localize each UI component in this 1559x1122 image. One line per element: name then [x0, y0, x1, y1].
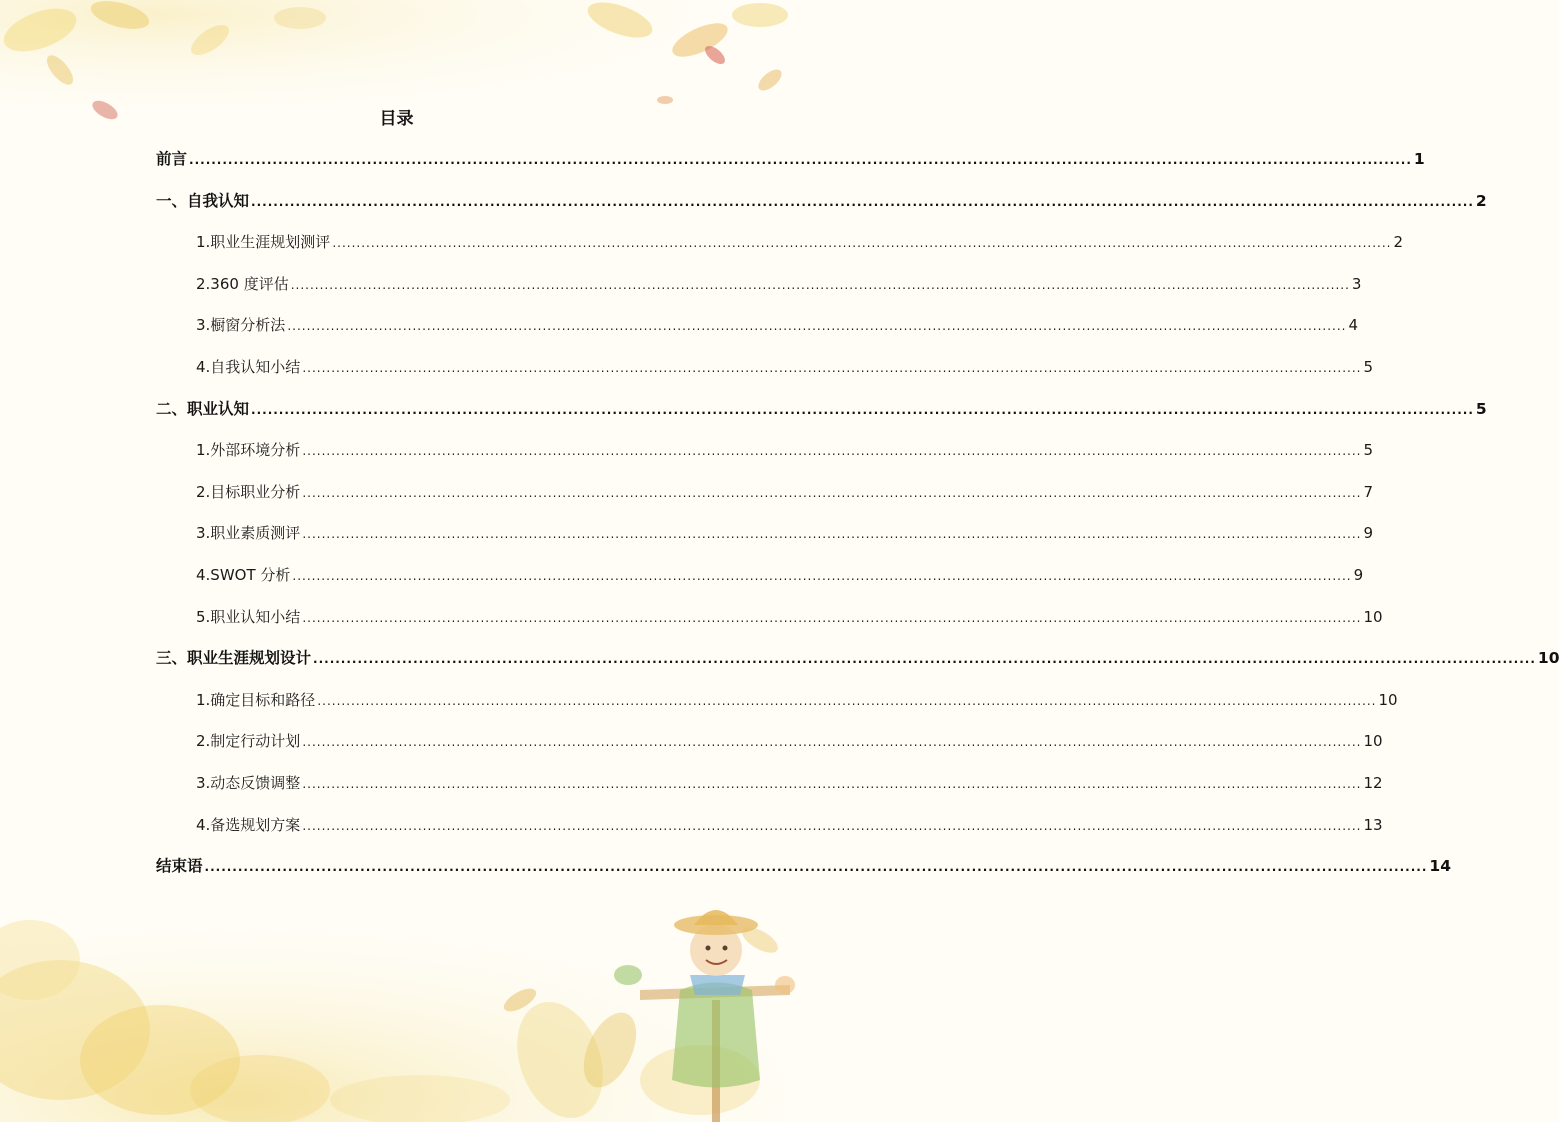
toc-dot-leader: ............................................................................................................................................................................................................................ — [302, 610, 1362, 625]
toc-entry[interactable] — [156, 148, 1425, 170]
toc-entry[interactable] — [196, 481, 1374, 503]
toc-entry-page: 9 — [1353, 566, 1364, 584]
toc-dot-leader: ............................................................................................................................................................................................................................ — [317, 693, 1377, 708]
toc-entry[interactable] — [156, 398, 1487, 420]
toc-entry-label: 1.职业生涯规划测评 — [196, 233, 331, 252]
toc-dot-leader: ............................................................................................................................................................................................................................ — [302, 735, 1362, 750]
toc-entry-label: 4.自我认知小结 — [196, 358, 301, 376]
toc-dot-leader: ............................................................................................................................................................................................................................ — [302, 777, 1362, 791]
toc-entry[interactable] — [156, 855, 1451, 877]
toc-entry-page: 4 — [1348, 316, 1359, 335]
toc-entry[interactable] — [196, 772, 1383, 794]
toc-dot-leader: ............................................................................................................................................................................................................................ — [302, 527, 1362, 542]
toc-dot-leader: ............................................................................................................................................................................................................................ — [287, 319, 1347, 334]
toc-entry[interactable] — [196, 730, 1383, 752]
toc-entry-page: 9 — [1363, 524, 1374, 543]
toc-entry[interactable] — [196, 231, 1404, 253]
toc-entry-label: 结束语 — [156, 857, 203, 876]
toc-entry-page: 3 — [1351, 274, 1362, 293]
toc-entry-label: 5.职业认知小结 — [196, 607, 301, 626]
toc-entry-page: 10 — [1363, 732, 1383, 751]
toc-entry-label: 4.备选规划方案 — [196, 815, 301, 834]
bottom-foliage-decoration — [0, 880, 793, 1122]
toc-dot-leader: ............................................................................................................................................................................................................................ — [204, 860, 1428, 875]
toc-entry-page: 2 — [1475, 191, 1487, 210]
toc-entry[interactable] — [196, 814, 1383, 836]
toc-dot-leader: ............................................................................................................................................................................................................................ — [251, 194, 1474, 209]
toc-entry[interactable] — [156, 190, 1487, 212]
toc-entry-label: 二、职业认知 — [156, 399, 250, 418]
toc-dot-leader: ............................................................................................................................................................................................................................ — [302, 818, 1362, 833]
toc-entry-label: 2.目标职业分析 — [196, 482, 301, 501]
toc-entry-page: 10 — [1378, 690, 1398, 709]
toc-entry[interactable] — [196, 314, 1359, 336]
toc-dot-leader: ............................................................................................................................................................................................................................ — [251, 402, 1474, 417]
toc-entry-label: 3.职业素质测评 — [196, 524, 301, 543]
toc-dot-leader: ............................................................................................................................................................................................................................ — [290, 277, 1350, 292]
toc-entry[interactable] — [196, 564, 1364, 586]
toc-entry-page: 7 — [1363, 482, 1374, 501]
toc-dot-leader: ............................................................................................................................................................................................................................ — [302, 485, 1362, 500]
toc-entry-label: 前言 — [156, 150, 188, 168]
toc-entry-label: 一、自我认知 — [156, 191, 250, 210]
toc-entry-page: 10 — [1363, 607, 1383, 626]
toc-entry[interactable] — [196, 606, 1383, 628]
toc-entry-label: 1.外部环境分析 — [196, 441, 301, 460]
toc-title: 目录 — [379, 109, 414, 129]
toc-dot-leader: ............................................................................................................................................................................................................................ — [313, 652, 1536, 667]
toc-entry[interactable] — [196, 356, 1374, 378]
toc-entry-label: 3.橱窗分析法 — [196, 316, 286, 335]
toc-entry-page: 5 — [1363, 441, 1374, 460]
toc-dot-leader: ............................................................................................................................................................................................................................ — [292, 569, 1352, 583]
toc-dot-leader: ............................................................................................................................................................................................................................ — [302, 361, 1362, 375]
toc-dot-leader: ............................................................................................................................................................................................................................ — [332, 236, 1392, 251]
toc-entry[interactable] — [196, 522, 1374, 544]
toc-entry-label: 2.制定行动计划 — [196, 732, 301, 751]
toc-entry[interactable] — [196, 689, 1398, 711]
toc-entry-page: 12 — [1363, 774, 1383, 792]
toc-entry[interactable] — [196, 273, 1362, 295]
toc-entry-page: 13 — [1363, 815, 1383, 834]
toc-entry-label: 3.动态反馈调整 — [196, 774, 301, 792]
toc-entry-label: 1.确定目标和路径 — [196, 690, 316, 709]
toc-dot-leader: ............................................................................................................................................................................................................................ — [302, 444, 1362, 459]
toc-entry-page: 5 — [1475, 399, 1487, 418]
toc-entry-page: 10 — [1537, 649, 1559, 668]
toc-entry-label: 2.360 度评估 — [196, 274, 289, 293]
toc-dot-leader: ............................................................................................................................................................................................................................ — [189, 153, 1412, 167]
toc-entry-page: 14 — [1429, 857, 1451, 876]
toc-entry-page: 2 — [1393, 233, 1404, 252]
toc-entry[interactable] — [156, 647, 1559, 669]
toc-entry-page: 1 — [1413, 150, 1425, 168]
toc-entry-label: 三、职业生涯规划设计 — [156, 649, 312, 668]
toc-entry-page: 5 — [1363, 358, 1374, 376]
toc-entry-label: 4.SWOT 分析 — [196, 566, 291, 584]
toc-entry[interactable] — [196, 439, 1374, 461]
